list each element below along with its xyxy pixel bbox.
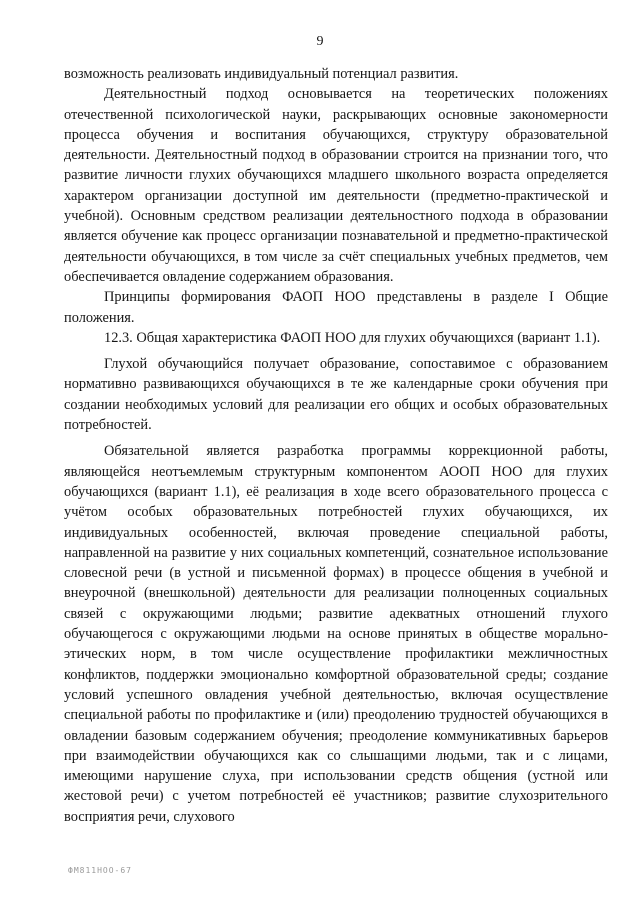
- paragraph-activity-approach: Деятельностный подход основывается на теоретических положениях отечественной психологической науки, раскрывающих основные закономерности процесса обучения и воспитания обучающихся, структуру образовательной деятельности. Деятельностный подход в образовании строится на признании того, что развитие личности глухих обучающихся младшего школьного возраста определяется характером организации доступной им деятельности (предметно-практической и учебной). Основным средством реализации деятельностного подхода в образовании является обучение как процесс организации познавательной и предметно-практической деятельности обучающихся, в том числе за счёт специальных учебных предметов, чем обеспечивается овладение содержанием образования.: [64, 86, 608, 285]
- section-heading-12-3: 12.3. Общая характеристика ФАОП НОО для глухих обучающихся (вариант 1.1).: [104, 329, 601, 346]
- paragraph-principles: Принципы формирования ФАОП НОО представлены в разделе I Общие положения.: [64, 289, 608, 326]
- paragraph-correction-program: Обязательной является разработка программы коррекционной работы, являющейся неотъемлемым структурным компонентом АООП НОО для глухих обучающихся (вариант 1.1), её реализация в ходе всего образовательного процесса с учётом особых образовательных потребностей глухих обучающихся, их индивидуальных особенностей, включая проведение специальной работы, направленной на развитие у них социальных компетенций, сознательное использование словесной речи (в устной и письменной формах) в процессе общения в учебной и внеурочной (внешкольной) деятельности для реализации полноценных социальных связей с окружающими людьми; развитие адекватных отношений глухого обучающегося с окружающими людьми на основе принятых в обществе морально-этических норм, в том числе осуществление профилактики межличностных конфликтов, поддержки эмоционально комфортной образовательной среды; создание условий успешного овладения учебной деятельностью, включая осуществление специальной работы по профилактике и (или) преодолению трудностей обучающихся в овладении базовым содержанием обучения; преодоление коммуникативных барьеров при взаимодействии обучающихся как со слышащими людьми, так и с лицами, имеющими нарушение слуха, при использовании средств общения (устной или жестовой речи) с учетом потребностей её участников; развитие слухозрительного восприятия речи, слухового: [64, 443, 608, 825]
- paragraph-continuation: возможность реализовать индивидуальный потенциал развития.: [64, 66, 459, 82]
- page-number: 9: [316, 34, 324, 49]
- body-text: [64, 64, 608, 827]
- paragraph-deaf-student-education: Глухой обучающийся получает образование, сопоставимое с образованием нормативно развивающихся обучающихся в те же календарные сроки обучения при создании необходимых условий для реализации его общих и особых образовательных потребностей.: [64, 356, 608, 434]
- footer-code: ФМ811НОО-67: [68, 866, 132, 875]
